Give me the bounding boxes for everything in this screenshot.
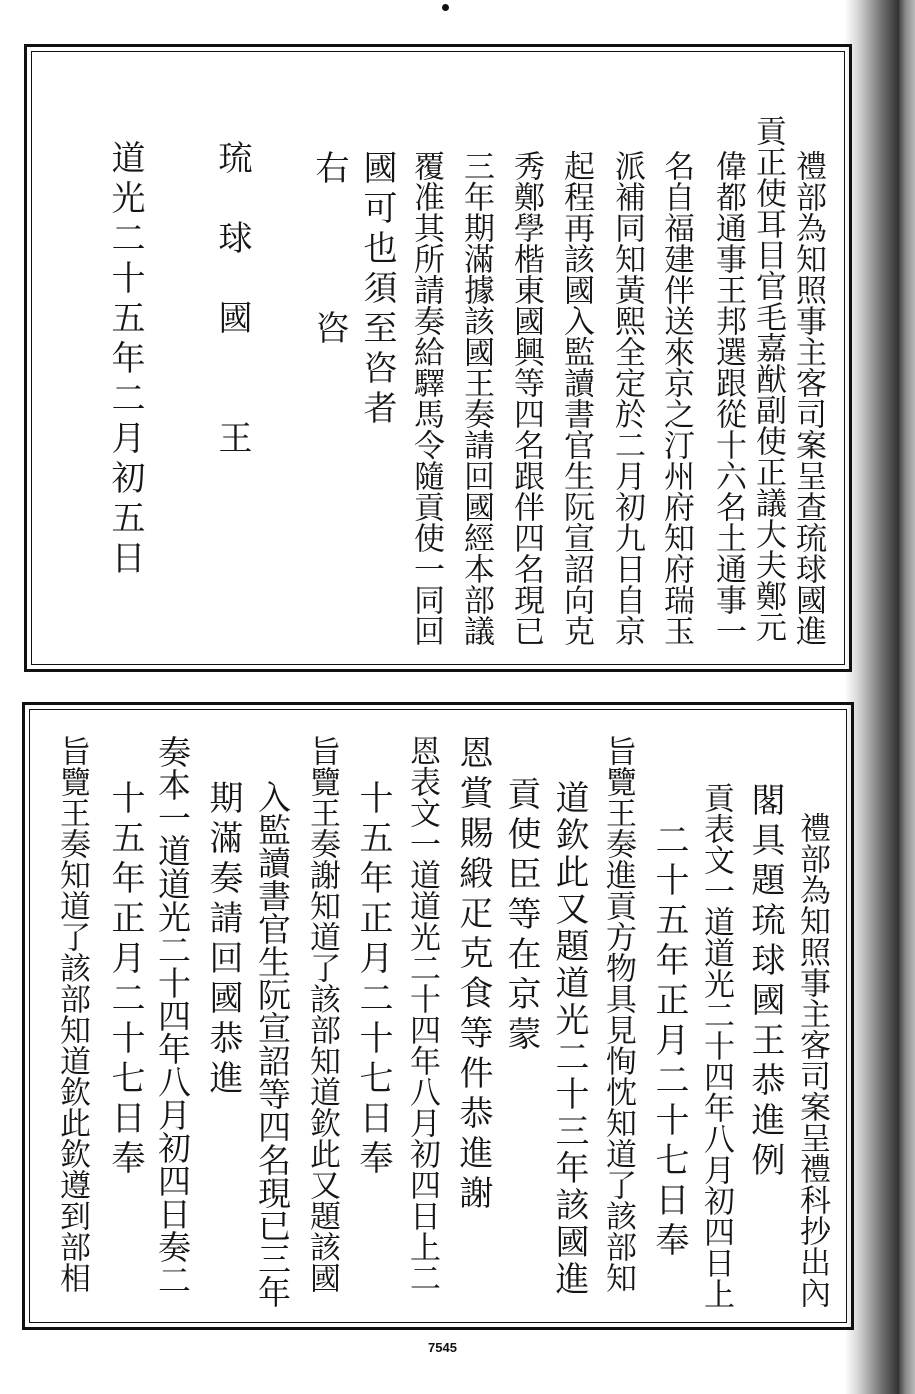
top-column: 琉 球 國 王 [212,140,252,460]
top-column: 道光二十五年二月初五日 [105,140,145,580]
bottom-column: 旨覽王奏謝知道了該部知道欽此又題該國 [304,735,340,1293]
registration-dot [442,4,449,11]
bottom-column: 閣具題琉球國王恭進例 [745,782,785,1182]
bottom-column: 十五年正月二十七日奉 [105,780,145,1180]
top-column: 貢正使耳目官毛嘉猷副使正議大夫鄭元 [750,115,786,642]
bottom-column: 恩賞賜緞疋克食等件恭進謝 [453,735,493,1215]
top-column: 派補同知黃熙全定於二月初九日自京 [609,150,645,646]
top-column: 三年期滿據該國王奏請回國經本部議 [458,150,494,646]
book-spine-edge [899,0,915,1394]
bottom-column: 入監讀書官生阮宣詔等四名現已三年 [253,780,292,1308]
top-column: 偉都通事王邦選跟從十六名土通事一 [710,150,746,646]
top-column: 禮部為知照事主客司案呈查琉球國進 [790,150,826,646]
bottom-column: 旨覽王奏知道了該部知道欽此欽遵到部相 [54,735,90,1293]
bottom-column: 貢使臣等在京蒙 [501,776,541,1056]
bottom-column: 二十五年正月二十七日奉 [649,822,689,1262]
top-column: 秀鄭學楷東國興等四名跟伴四名現已 [508,150,544,646]
bottom-column: 禮部為知照事主客司案呈禮科抄出內 [794,812,830,1308]
bottom-column: 十五年正月二十七日奉 [353,780,393,1180]
top-column: 覆准其所請奏給驛馬令隨貢使一同回 [408,150,444,646]
bottom-column: 恩表文一道道光二十四年八月初四日上二 [404,735,440,1293]
top-column: 右 咨 [309,150,349,350]
top-column: 國可也須至咨者 [357,150,397,430]
page-number: 7545 [428,1340,457,1355]
bottom-column: 奏本一道道光二十四年八月初四日奏二 [153,735,192,1296]
bottom-column: 期滿奏請回國恭進 [203,780,243,1100]
top-column: 起程再該國入監讀書官生阮宣詔向克 [558,150,594,646]
bottom-column: 道欽此又題道光二十三年該國進 [549,780,589,1298]
bottom-column: 旨覽王奏進貢方物具見恂忱知道了該部知 [600,735,636,1293]
top-column: 名自福建伴送來京之汀州府知府瑞玉 [658,150,694,646]
bottom-column: 貢表文一道道光二十四年八月初四日上 [698,782,734,1309]
